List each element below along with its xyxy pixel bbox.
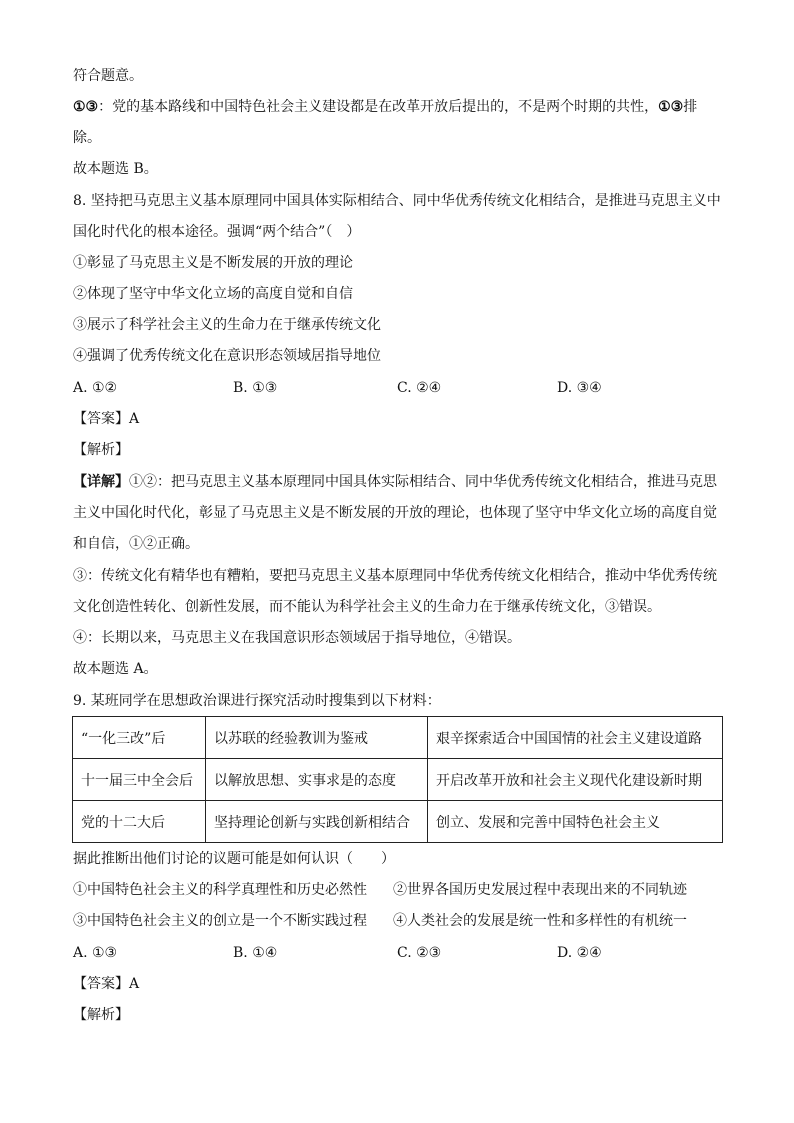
q9-item-2: ②世界各国历史发展过程中表现出来的不同轨迹 [393,882,687,898]
table-cell: 创立、发展和完善中国特色社会主义 [428,801,723,843]
q9-option-c: C. ②③ [397,945,442,961]
table-cell: 开启改革开放和社会主义现代化建设新时期 [428,759,723,801]
q8-item-1: ①彰显了马克思主义是不断发展的开放的理论 [73,255,353,271]
q8-analysis-label: 【解析】 [73,442,129,458]
q9-option-a: A. ①③ [73,945,118,961]
prev-line-2-text: ：党的基本路线和中国特色社会主义建设都是在改革开放后提出的，不是两个时期的共性， [98,99,659,115]
q9-option-b: B. ①④ [233,945,278,961]
table-cell: 以解放思想、实事求是的态度 [206,759,428,801]
prev-bold-ref-2: ①③ [658,99,684,115]
table-cell: 以苏联的经验教训为鉴戒 [206,717,428,759]
table-cell: “一化三改”后 [73,717,206,759]
q9-analysis-label: 【解析】 [73,1007,129,1023]
prev-line-2 [73,97,723,117]
q8-stem-line-1: 8. 坚持把马克思主义基本原理同中国具体实际相结合、同中华优秀传统文化相结合，是推进马克思主义中 [73,193,721,209]
q9-question: 据此推断出他们讨论的议题可能是如何认识（ ） [73,851,395,867]
prev-line-1: 符合题意。 [73,68,143,84]
q8-detail-line-5: 文化创造性转化、创新性发展，而不能认为科学社会主义的生命力在于继承传统文化，③错误。 [73,599,661,615]
q8-item-3: ③展示了科学社会主义的生命力在于继承传统文化 [73,317,381,333]
table-cell: 党的十二大后 [73,801,206,843]
q8-detail-label: 【详解】 [73,474,129,490]
q8-answer: 【答案】A [73,411,140,427]
q9-item-1: ①中国特色社会主义的科学真理性和历史必然性 [73,882,367,898]
prev-line-3: 除。 [73,130,101,146]
q9-item-3: ③中国特色社会主义的创立是一个不断实践过程 [73,913,367,929]
q8-detail-line-1 [73,472,723,492]
q8-conclusion: 故本题选 A。 [73,661,158,677]
prev-line-2-end: 排 [683,99,698,115]
q8-option-b: B. ①③ [233,380,278,396]
table-cell: 坚持理论创新与实践创新相结合 [206,801,428,843]
table-cell: 艰辛探索适合中国国情的社会主义建设道路 [428,717,723,759]
q9-answer: 【答案】A [73,976,140,992]
q8-stem-line-2: 国化时代化的根本途径。强调“两个结合”（ ） [73,224,361,240]
table-row [73,717,723,759]
prev-bold-ref: ①③ [73,99,99,115]
q8-option-d: D. ③④ [557,380,602,396]
q9-item-4: ④人类社会的发展是统一性和多样性的有机统一 [393,913,687,929]
q9-material-table [72,716,723,843]
q9-stem: 9. 某班同学在思想政治课进行探究活动时搜集到以下材料： [73,693,441,709]
q8-option-a: A. ①② [73,380,118,396]
table-row [73,759,723,801]
q8-option-c: C. ②④ [397,380,442,396]
q8-detail-line-6: ④：长期以来，马克思主义在我国意识形态领域居于指导地位，④错误。 [73,630,521,646]
table-row [73,801,723,843]
q8-detail-text-1: ①②：把马克思主义基本原理同中国具体实际相结合、同中华优秀传统文化相结合，推进马克思 [129,474,717,490]
q8-item-4: ④强调了优秀传统文化在意识形态领域居指导地位 [73,348,381,364]
q8-item-2: ②体现了坚守中华文化立场的高度自觉和自信 [73,286,353,302]
q9-option-d: D. ②④ [557,945,602,961]
q8-detail-line-2: 主义中国化时代化，彰显了马克思主义是不断发展的开放的理论，也体现了坚守中华文化立场的高度自觉 [73,505,717,521]
prev-conclusion: 故本题选 B。 [73,161,158,177]
table-cell: 十一届三中全会后 [73,759,206,801]
q8-detail-line-3: 和自信，①②正确。 [73,536,199,552]
q8-detail-line-4: ③：传统文化有精华也有糟粕，要把马克思主义基本原理同中华优秀传统文化相结合，推动中华优秀传统 [73,568,717,584]
